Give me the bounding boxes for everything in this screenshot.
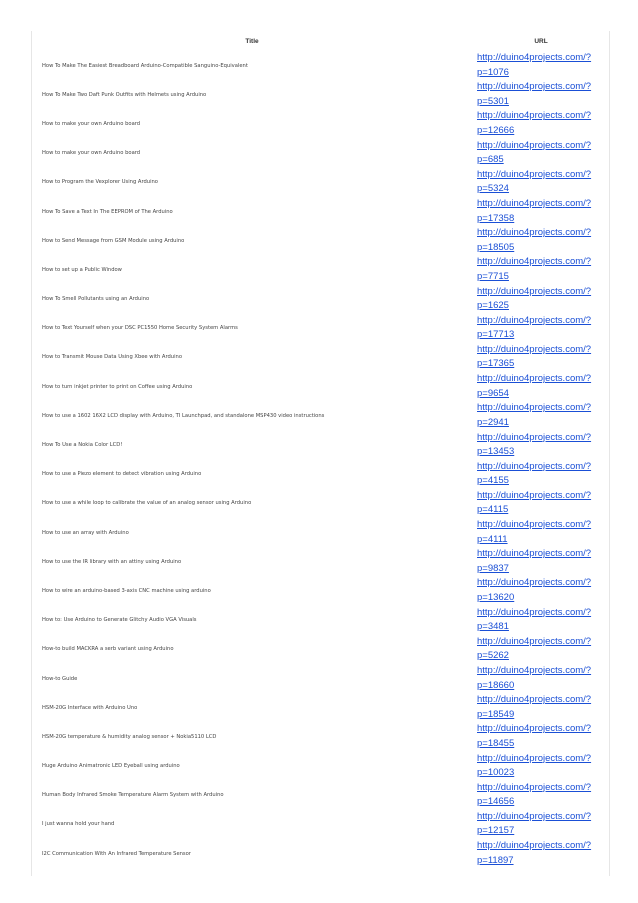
row-title: How To Make Two Daft Punk Outfits with Helmets using Arduino [42, 91, 207, 98]
url-line-1: http://duino4projects.com/? [477, 139, 592, 151]
row-title: How to turn inkjet printer to print on Coffee using Arduino [42, 383, 193, 390]
url-line-2: p=11897 [477, 854, 514, 866]
url-line-2: p=17713 [477, 329, 515, 341]
url-line-1: http://duino4projects.com/? [477, 577, 592, 589]
row-title: HSM-20G Interface with Arduino Uno [42, 704, 138, 711]
row-title: How to: Use Arduino to Generate Glitchy Audio VGA Visuals [42, 617, 197, 624]
url-line-2: p=10023 [477, 767, 515, 779]
table-row [31, 839, 609, 868]
table-row [31, 430, 609, 459]
row-url-cell [473, 80, 609, 109]
row-url-link[interactable] [477, 51, 609, 80]
table-row [31, 810, 609, 839]
url-line-1: http://duino4projects.com/? [477, 314, 592, 326]
url-line-2: p=18505 [477, 241, 515, 253]
table-row [31, 80, 609, 109]
url-line-1: http://duino4projects.com/? [477, 489, 592, 501]
row-title: How To Use a Nokia Color LCD! [42, 442, 123, 449]
url-line-2: p=18660 [477, 679, 515, 691]
url-line-2: p=18549 [477, 708, 515, 720]
url-line-2: p=14656 [477, 796, 515, 808]
row-url-link[interactable] [477, 606, 609, 635]
url-line-1: http://duino4projects.com/? [477, 81, 592, 93]
url-line-1: http://duino4projects.com/? [477, 110, 592, 122]
row-url-cell [473, 51, 609, 80]
row-url-cell [473, 722, 609, 751]
row-url-cell [473, 197, 609, 226]
row-title: How to Program the Vexplorer Using Arduino [42, 179, 158, 186]
table-row [31, 547, 609, 576]
url-line-1: http://duino4projects.com/? [477, 402, 592, 414]
table-row [31, 51, 609, 80]
table-body [31, 51, 609, 868]
table-row [31, 606, 609, 635]
row-url-cell [473, 401, 609, 430]
url-line-2: p=685 [477, 154, 504, 166]
table-row [31, 343, 609, 372]
url-line-1: http://duino4projects.com/? [477, 752, 592, 764]
row-title: Huge Arduino Animatronic LED Eyeball using arduino [42, 763, 180, 770]
table-row [31, 460, 609, 489]
row-url-link[interactable] [477, 810, 609, 839]
row-title: How to Text Yourself when your DSC PC1550 Home Security System Alarms [42, 325, 238, 332]
row-title: How to use a while loop to calibrate the value of an analog sensor using Arduino [42, 500, 252, 507]
row-title: How to Transmit Mouse Data Using Xbee with Arduino [42, 354, 182, 361]
table-row [31, 489, 609, 518]
row-url-cell [473, 343, 609, 372]
url-line-1: http://duino4projects.com/? [477, 694, 592, 706]
row-url-link[interactable] [477, 226, 609, 255]
row-url-cell [473, 810, 609, 839]
row-url-cell [473, 781, 609, 810]
document-page [31, 31, 609, 868]
row-url-cell [473, 489, 609, 518]
row-url-cell [473, 139, 609, 168]
row-url-link[interactable] [477, 197, 609, 226]
url-line-1: http://duino4projects.com/? [477, 635, 592, 647]
row-url-link[interactable] [477, 518, 609, 547]
row-url-cell [473, 693, 609, 722]
header-title: Title [245, 37, 259, 45]
table-row [31, 372, 609, 401]
url-line-2: p=4155 [477, 475, 509, 487]
row-url-link[interactable] [477, 314, 609, 343]
table-row [31, 518, 609, 547]
url-line-2: p=5324 [477, 183, 509, 195]
row-url-link[interactable] [477, 839, 609, 868]
url-line-2: p=9837 [477, 562, 509, 574]
url-line-2: p=13453 [477, 446, 515, 458]
row-url-link[interactable] [477, 109, 609, 138]
row-url-cell [473, 606, 609, 635]
url-line-1: http://duino4projects.com/? [477, 198, 592, 210]
url-line-1: http://duino4projects.com/? [477, 840, 592, 852]
row-url-link[interactable] [477, 168, 609, 197]
url-line-2: p=4111 [477, 533, 508, 545]
row-title: How to Send Message from GSM Module using Arduino [42, 237, 185, 244]
row-url-link[interactable] [477, 80, 609, 109]
row-url-link[interactable] [477, 664, 609, 693]
row-url-link[interactable] [477, 693, 609, 722]
url-line-2: p=17365 [477, 358, 515, 370]
url-line-1: http://duino4projects.com/? [477, 373, 592, 385]
url-line-1: http://duino4projects.com/? [477, 665, 592, 677]
row-url-link[interactable] [477, 547, 609, 576]
row-title: How to use an array with Arduino [42, 529, 129, 536]
url-line-2: p=4115 [477, 504, 509, 516]
table-row [31, 401, 609, 430]
table-row [31, 109, 609, 138]
row-url-link[interactable] [477, 255, 609, 284]
table-row [31, 781, 609, 810]
link-table [31, 31, 609, 868]
row-url-cell [473, 664, 609, 693]
url-line-1: http://duino4projects.com/? [477, 606, 592, 618]
row-title: How To Smell Pollutants using an Arduino [42, 296, 150, 303]
url-line-2: p=9654 [477, 387, 509, 399]
url-line-2: p=12666 [477, 124, 515, 136]
url-line-2: p=3481 [477, 621, 509, 633]
row-url-cell [473, 460, 609, 489]
row-url-link[interactable] [477, 635, 609, 664]
row-title: How To Make The Easiest Breadboard Arduino-Compatible Sanguino-Equivalent [42, 62, 248, 69]
url-line-2: p=1076 [477, 66, 509, 78]
url-line-1: http://duino4projects.com/? [477, 781, 592, 793]
url-line-2: p=13620 [477, 591, 515, 603]
row-url-link[interactable] [477, 781, 609, 810]
url-line-1: http://duino4projects.com/? [477, 343, 592, 355]
row-url-cell [473, 372, 609, 401]
row-url-link[interactable] [477, 489, 609, 518]
row-url-cell [473, 635, 609, 664]
url-line-1: http://duino4projects.com/? [477, 548, 592, 560]
url-line-1: http://duino4projects.com/? [477, 723, 592, 735]
right-border [609, 31, 610, 876]
row-url-link[interactable] [477, 343, 609, 372]
url-line-2: p=5262 [477, 650, 509, 662]
row-url-link[interactable] [477, 401, 609, 430]
row-title: I2C Communication With An Infrared Temperature Sensor [42, 850, 191, 857]
table-row [31, 226, 609, 255]
row-url-cell [473, 839, 609, 868]
row-title: How-to build MACKRA a serb variant using Arduino [42, 646, 174, 653]
row-title: How to set up a Public Window [42, 266, 122, 273]
row-url-cell [473, 576, 609, 605]
table-row [31, 722, 609, 751]
row-title: How to use the IR library with an attiny using Arduino [42, 558, 182, 565]
table-row [31, 693, 609, 722]
row-url-cell [473, 518, 609, 547]
row-title: How-to Guide [42, 675, 78, 682]
row-title: How to make your own Arduino board [42, 150, 141, 157]
table-row [31, 576, 609, 605]
url-line-2: p=1625 [477, 300, 509, 312]
row-url-link[interactable] [477, 431, 609, 460]
row-url-cell [473, 285, 609, 314]
row-title: How to wire an arduino-based 3-axis CNC machine using arduino [42, 587, 211, 594]
row-url-cell [473, 168, 609, 197]
row-url-cell [473, 752, 609, 781]
row-url-cell [473, 430, 609, 459]
url-line-1: http://duino4projects.com/? [477, 431, 592, 443]
table-row [31, 752, 609, 781]
row-url-link[interactable] [477, 285, 609, 314]
row-url-link[interactable] [477, 460, 609, 489]
url-line-2: p=12157 [477, 825, 515, 837]
header-url: URL [534, 37, 548, 45]
url-line-2: p=7715 [477, 270, 509, 282]
url-line-1: http://duino4projects.com/? [477, 52, 592, 64]
row-title: HSM-20G temperature & humidity analog sensor + Nokia5110 LCD [42, 733, 217, 740]
table-header-row [31, 31, 609, 51]
url-line-1: http://duino4projects.com/? [477, 168, 592, 180]
row-title: How to make your own Arduino board [42, 120, 141, 127]
url-line-1: http://duino4projects.com/? [477, 460, 592, 472]
row-url-cell [473, 109, 609, 138]
row-title: How to use a Piezo element to detect vibration using Arduino [42, 471, 202, 478]
url-line-2: p=2941 [477, 416, 509, 428]
row-title: I just wanna hold your hand [42, 821, 115, 828]
row-url-link[interactable] [477, 722, 609, 751]
row-url-link[interactable] [477, 752, 609, 781]
table-row [31, 197, 609, 226]
url-line-1: http://duino4projects.com/? [477, 519, 592, 531]
row-url-link[interactable] [477, 139, 609, 168]
row-url-link[interactable] [477, 576, 609, 605]
url-line-1: http://duino4projects.com/? [477, 227, 592, 239]
table-row [31, 664, 609, 693]
row-url-cell [473, 226, 609, 255]
row-title: Human Body Infrared Smoke Temperature Alarm System with Arduino [42, 792, 224, 799]
table-row [31, 139, 609, 168]
row-url-cell [473, 314, 609, 343]
row-url-cell [473, 255, 609, 284]
table-row [31, 168, 609, 197]
table-row [31, 635, 609, 664]
url-line-2: p=18455 [477, 737, 515, 749]
url-line-1: http://duino4projects.com/? [477, 810, 592, 822]
table-row [31, 314, 609, 343]
row-url-cell [473, 547, 609, 576]
table-row [31, 255, 609, 284]
row-url-link[interactable] [477, 372, 609, 401]
row-title: How to use a 1602 16X2 LCD display with Arduino, TI Launchpad, and standalone MSP430 video instructions [42, 412, 325, 419]
table-row [31, 285, 609, 314]
url-line-2: p=17358 [477, 212, 515, 224]
url-line-1: http://duino4projects.com/? [477, 285, 592, 297]
url-line-1: http://duino4projects.com/? [477, 256, 592, 268]
row-title: How To Save a Text In The EEPROM of The Arduino [42, 208, 173, 215]
url-line-2: p=5301 [477, 95, 509, 107]
